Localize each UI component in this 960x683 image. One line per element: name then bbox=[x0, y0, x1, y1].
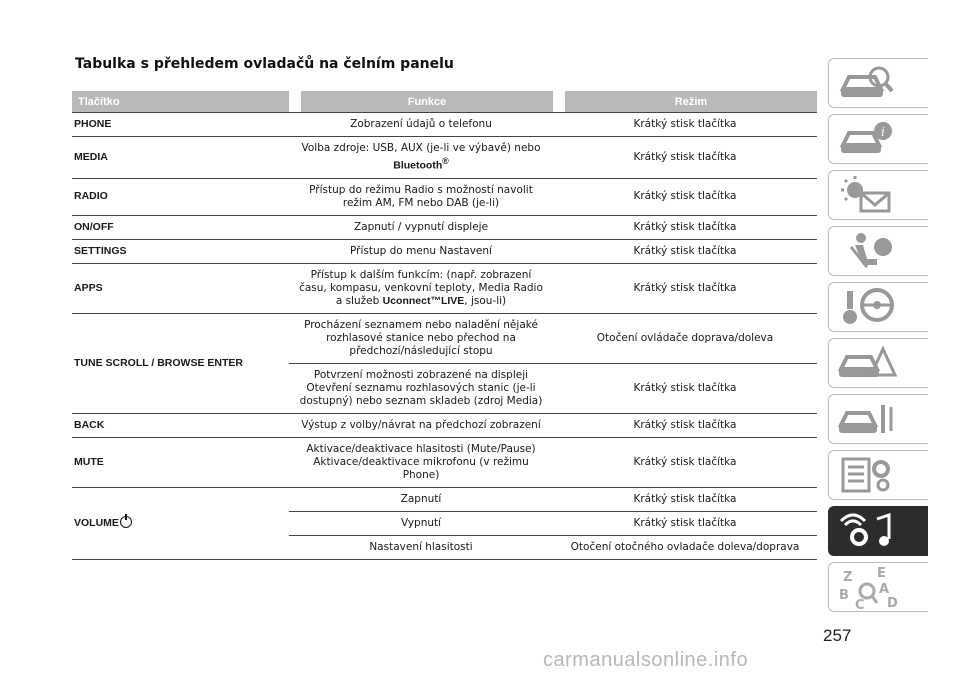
row-function bbox=[289, 314, 553, 364]
header-mode: Režim bbox=[553, 91, 817, 112]
table-header-row bbox=[72, 91, 817, 112]
index-letter: C bbox=[855, 598, 865, 611]
function-line: a služeb bbox=[335, 294, 383, 307]
car-info-icon[interactable] bbox=[828, 114, 928, 164]
header-button: Tlačítko bbox=[72, 91, 289, 112]
row-mode: Otočení ovládače doprava/doleva bbox=[553, 314, 817, 364]
function-line: režim AM, FM nebo DAB (je-li) bbox=[342, 196, 500, 209]
page-title: Tabulka s přehledem ovladačů na čelním panelu bbox=[75, 56, 454, 72]
row-mode: Krátký stisk tlačítka bbox=[553, 364, 817, 414]
warning-light-envelope-icon[interactable] bbox=[828, 170, 928, 220]
index-letter: E bbox=[877, 567, 886, 581]
function-line: Aktivace/deaktivace hlasitosti (Mute/Pause) bbox=[306, 442, 536, 455]
row-mode: Krátký stisk tlačítka bbox=[553, 179, 817, 216]
row-function: Přístup do menu Nastavení bbox=[289, 240, 553, 264]
index-letter: D bbox=[887, 596, 898, 611]
table-row bbox=[72, 137, 817, 179]
table-row bbox=[72, 314, 817, 364]
row-function bbox=[289, 364, 553, 414]
row-button-label: PHONE bbox=[72, 112, 289, 137]
row-function bbox=[289, 264, 553, 314]
index-letter: Z bbox=[843, 570, 853, 585]
function-line: Phone) bbox=[402, 468, 440, 481]
row-mode: Krátký stisk tlačítka bbox=[553, 488, 817, 512]
function-line: Volba zdroje: USB, AUX (je-li ve výbavě) nebo bbox=[301, 142, 541, 154]
table-row bbox=[72, 414, 817, 438]
table-row bbox=[72, 240, 817, 264]
row-function: Zapnutí bbox=[289, 488, 553, 512]
table-row bbox=[72, 488, 817, 512]
index-letter: A bbox=[879, 582, 890, 597]
watermark: carmanualsonline.info bbox=[543, 649, 749, 671]
volume-label: VOLUME bbox=[74, 517, 119, 529]
row-function: Vypnutí bbox=[289, 512, 553, 536]
row-function: Nastavení hlasitosti bbox=[289, 536, 553, 560]
function-line-bold: Bluetooth bbox=[393, 159, 443, 172]
row-button-label: TUNE SCROLL / BROWSE ENTER bbox=[72, 314, 289, 414]
row-mode: Krátký stisk tlačítka bbox=[553, 438, 817, 488]
function-line: času, kompasu, venkovní teploty, Media Radio bbox=[299, 281, 543, 294]
function-line: Aktivace/deaktivace mikrofonu (v režimu bbox=[313, 455, 529, 468]
specifications-gears-icon[interactable] bbox=[828, 450, 928, 500]
row-mode: Krátký stisk tlačítka bbox=[553, 112, 817, 137]
function-line: , jsou-li) bbox=[464, 294, 507, 307]
power-icon bbox=[120, 516, 132, 528]
page-number: 257 bbox=[823, 626, 852, 645]
car-dashboard-search-icon[interactable] bbox=[828, 58, 928, 108]
steering-wheel-key-icon[interactable] bbox=[828, 282, 928, 332]
table-row bbox=[72, 264, 817, 314]
function-line-bold: Uconnect™LIVE bbox=[382, 294, 465, 307]
row-mode: Otočení otočného ovladače doleva/doprava bbox=[553, 536, 817, 560]
row-button-label: BACK bbox=[72, 414, 289, 438]
table-row bbox=[72, 179, 817, 216]
row-function bbox=[289, 438, 553, 488]
row-function: Zapnutí / vypnutí displeje bbox=[289, 216, 553, 240]
car-emergency-warning-icon[interactable] bbox=[828, 338, 928, 388]
row-mode: Krátký stisk tlačítka bbox=[553, 414, 817, 438]
row-button-label: MEDIA bbox=[72, 137, 289, 179]
function-line: Potvrzení možnosti zobrazené na displeji bbox=[313, 368, 529, 381]
controls-table bbox=[72, 91, 817, 560]
row-mode: Krátký stisk tlačítka bbox=[553, 137, 817, 179]
row-button-label bbox=[72, 488, 289, 560]
alphabetical-index-icon[interactable] bbox=[828, 562, 928, 612]
row-button-label: RADIO bbox=[72, 179, 289, 216]
table-row bbox=[72, 112, 817, 137]
svg-text:i: i bbox=[881, 125, 885, 139]
row-button-label: APPS bbox=[72, 264, 289, 314]
row-mode: Krátký stisk tlačítka bbox=[553, 216, 817, 240]
function-line: rozhlasové stanice nebo přechod na bbox=[326, 331, 516, 344]
function-line: Přístup k dalším funkcím: (např. zobrazení bbox=[310, 268, 532, 281]
airbag-seat-icon[interactable] bbox=[828, 226, 928, 276]
function-line: Procházení seznamem nebo naladění nějaké bbox=[304, 318, 538, 331]
row-button-label: MUTE bbox=[72, 438, 289, 488]
row-button-label: SETTINGS bbox=[72, 240, 289, 264]
function-line: předchozí/následující stopu bbox=[349, 344, 493, 357]
row-function: Výstup z volby/návrat na předchozí zobrazení bbox=[289, 414, 553, 438]
row-function: Zobrazení údajů o telefonu bbox=[289, 112, 553, 137]
registered-mark: ® bbox=[442, 156, 449, 166]
index-letter: B bbox=[839, 588, 849, 603]
row-function bbox=[289, 137, 553, 179]
table-row bbox=[72, 438, 817, 488]
function-line: Přístup do režimu Radio s možností navolit bbox=[309, 183, 533, 196]
function-line: dostupný) nebo seznam skladeb (zdroj Media) bbox=[299, 394, 543, 407]
function-line: Otevření seznamu rozhlasových stanic (je-li bbox=[306, 381, 536, 394]
row-button-label: ON/OFF bbox=[72, 216, 289, 240]
row-function bbox=[289, 179, 553, 216]
header-function: Funkce bbox=[289, 91, 553, 112]
row-mode: Krátký stisk tlačítka bbox=[553, 512, 817, 536]
table-row bbox=[72, 216, 817, 240]
row-mode: Krátký stisk tlačítka bbox=[553, 264, 817, 314]
car-maintenance-tools-icon[interactable] bbox=[828, 394, 928, 444]
multimedia-music-icon[interactable] bbox=[828, 506, 928, 556]
row-mode: Krátký stisk tlačítka bbox=[553, 240, 817, 264]
